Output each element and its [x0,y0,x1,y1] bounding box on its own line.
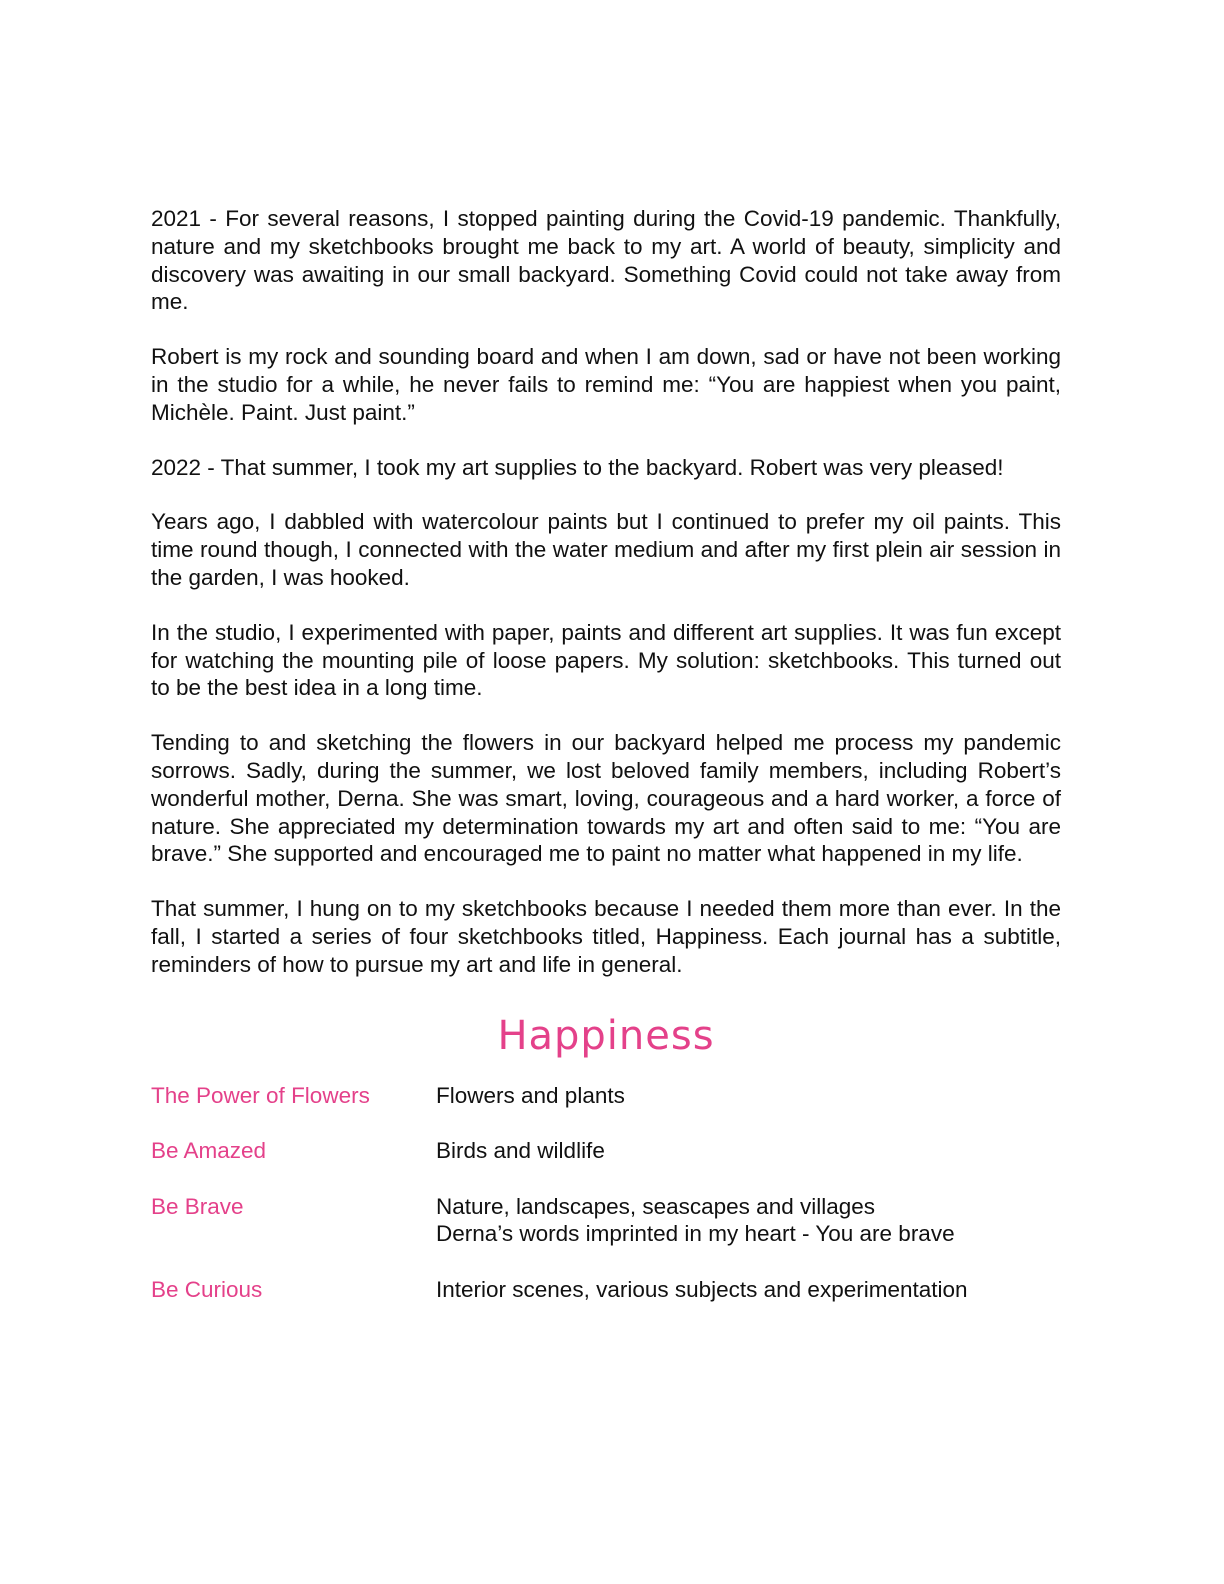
paragraph-watercolour: Years ago, I dabbled with watercolour paints but I continued to prefer my oil paints. This time round though, I connected with the water medium and after my first plein air session in the garden, I was hooked. [151,509,1061,590]
section-heading: Happiness [497,1012,715,1059]
sketchbook-description-line: Birds and wildlife [436,1138,605,1164]
sketchbook-description [436,1276,1061,1304]
paragraph-2021: 2021 - For several reasons, I stopped painting during the Covid-19 pandemic. Thankfully, nature and my sketchbooks brought me back to my art. A world of beauty, simplicity and discovery was awaiting in our small backyard. Something Covid could not take away from me. [151,206,1061,315]
sketchbook-description-line: Derna’s words imprinted in my heart - You are brave [436,1221,955,1247]
sketchbook-title: Be Curious [151,1276,263,1302]
sketchbook-description-line: Interior scenes, various subjects and experimentation [436,1276,968,1302]
sketchbook-description [436,1082,1061,1110]
sketchbook-row [151,1137,1061,1165]
paragraph-robert: Robert is my rock and sounding board and when I am down, sad or have not been working in the studio for a while, he never fails to remind me: “You are happiest when you paint, Michèle. Paint. Just paint.” [151,344,1061,425]
paragraph-happiness-series: That summer, I hung on to my sketchbooks because I needed them more than ever. In the fall, I started a series of four sketchbooks titled, Happiness. Each journal has a subtitle, reminders of how to pursue my art and life in general. [151,896,1061,977]
sketchbook-description [436,1137,1061,1165]
sketchbook-description-line: Flowers and plants [436,1082,625,1108]
sketchbook-row [151,1193,1061,1249]
sketchbook-description-line: Nature, landscapes, seascapes and villages [436,1193,876,1219]
paragraph-studio: In the studio, I experimented with paper, paints and different art supplies. It was fun except for watching the mounting pile of loose papers. My solution: sketchbooks. This turned out to be the best idea in a long time. [151,619,1061,701]
sketchbook-description [436,1193,1061,1249]
sketchbook-title: The Power of Flowers [151,1082,370,1108]
paragraph-derna: Tending to and sketching the flowers in our backyard helped me process my pandemic sorrows. Sadly, during the summer, we lost beloved family members, including Robert’s wonderful mother, Derna. She was smart, loving, courageous and a hard worker, a force of nature. She appreciated my determination towards my art and often said to me: “You are brave.” She supported and encouraged me to paint no matter what happened in my life. [151,730,1061,867]
paragraph-2022: 2022 - That summer, I took my art supplies to the backyard. Robert was very pleased! [151,454,1004,480]
sketchbook-row [151,1082,1061,1110]
sketchbook-title: Be Amazed [151,1138,267,1164]
sketchbook-row [151,1276,1061,1304]
sketchbook-list [151,1082,1061,1304]
document-page [151,205,1061,1331]
sketchbook-title: Be Brave [151,1193,244,1219]
